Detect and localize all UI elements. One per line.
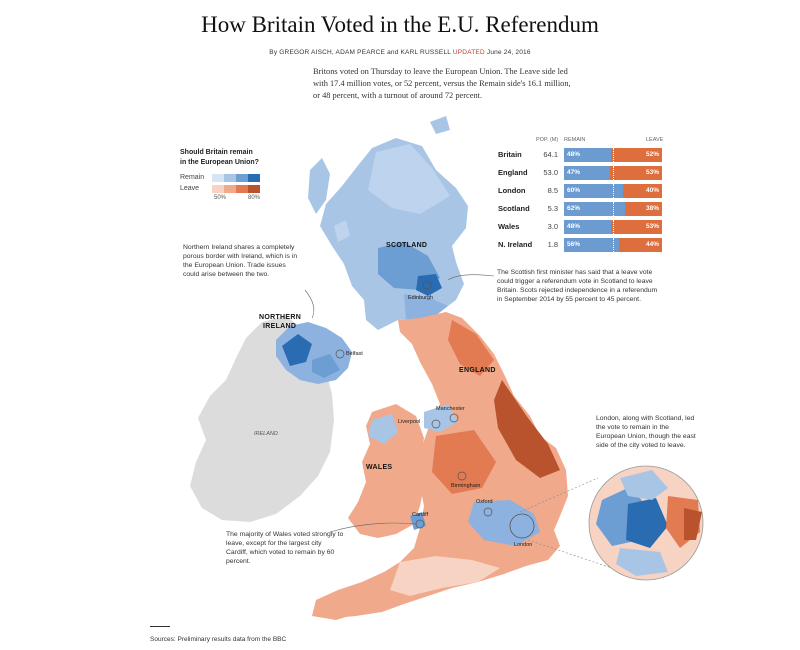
legend-remain-row <box>180 172 290 183</box>
remain-value: 56% <box>567 241 581 248</box>
remain-bar <box>564 238 619 252</box>
legend-remain-label: Remain <box>180 174 205 181</box>
result-row-bar <box>564 166 662 180</box>
label-scotland: SCOTLAND <box>386 242 428 249</box>
legend-leave-row <box>180 183 290 194</box>
byline-date: June 24, 2016 <box>486 49 531 56</box>
orkney-islands <box>430 116 450 134</box>
annotation-scotland: The Scottish first minister has said that a leave vote could trigger a referendum vote in Scotland to leave Britain. Scots rejected independence in a referendum in September 2014 by 55 percent to 45 percent. <box>497 269 658 303</box>
remain-bar <box>564 220 611 234</box>
label-northern-ireland-1: NORTHERN <box>259 314 302 321</box>
result-row-pop: 5.3 <box>547 204 558 213</box>
leave-bar <box>611 148 662 162</box>
header-leave: LEAVE <box>646 137 664 143</box>
result-row-bar <box>564 148 662 162</box>
result-row-bar <box>564 184 662 198</box>
legend-leave-swatch-3 <box>236 185 248 193</box>
result-row-name: Britain <box>498 150 522 159</box>
leave-value: 44% <box>645 241 659 248</box>
results-table <box>496 136 666 254</box>
legend-leave-swatch-2 <box>224 185 236 193</box>
label-ireland: IRELAND <box>254 431 278 437</box>
city-london: London <box>514 542 533 548</box>
result-row-pop: 3.0 <box>547 222 558 231</box>
label-northern-ireland-2: IRELAND <box>263 323 297 330</box>
legend-remain-swatch-3 <box>236 174 248 182</box>
annotation-northern-ireland: Northern Ireland shares a completely porous border with Ireland, which is in the European Union. Trade issues could arise between the two. <box>183 244 298 278</box>
intro-paragraph: Britons voted on Thursday to leave the European Union. The Leave side led with 17.4 million votes, or 52 percent, versus the Remain side's 16.1 million, or 48 percent, with a turnout of around 72 percent. <box>313 67 571 100</box>
result-row-name: London <box>498 186 526 195</box>
remain-value: 62% <box>567 205 581 212</box>
header-remain: REMAIN <box>564 137 586 143</box>
result-row-name: N. Ireland <box>498 240 533 249</box>
city-liverpool: Liverpool <box>398 419 421 425</box>
remain-value: 48% <box>567 223 581 230</box>
result-row <box>496 236 666 254</box>
leave-value: 53% <box>645 169 659 176</box>
city-cardiff: Cardiff <box>412 512 429 518</box>
leave-value: 40% <box>645 187 659 194</box>
sources-rule <box>150 626 170 627</box>
result-row-name: Scotland <box>498 204 530 213</box>
result-row-bar <box>564 202 662 216</box>
remain-bar <box>564 148 611 162</box>
label-england: ENGLAND <box>459 367 496 374</box>
leave-bar <box>619 238 662 252</box>
annotation-wales: The majority of Wales voted strongly to leave, except for the largest city Cardiff, which voted to remain by 60 percent. <box>226 531 344 565</box>
result-row-pop: 1.8 <box>547 240 558 249</box>
page-title: How Britain Voted in the E.U. Referendum <box>201 12 599 37</box>
legend-tick-80: 80% <box>248 195 261 201</box>
leave-bar <box>625 202 662 216</box>
legend-title-line2: in the European Union? <box>180 159 259 166</box>
city-birmingham: Birmingham <box>451 483 481 489</box>
remain-bar <box>564 202 625 216</box>
updated-label: UPDATED <box>452 49 485 56</box>
fifty-percent-line <box>613 220 614 234</box>
fifty-percent-line <box>613 166 614 180</box>
header-pop: POP. (M) <box>536 137 559 143</box>
fifty-percent-line <box>613 238 614 252</box>
remain-value: 48% <box>567 151 581 158</box>
fifty-percent-line <box>613 202 614 216</box>
result-row-pop: 8.5 <box>547 186 558 195</box>
result-row-bar <box>564 220 662 234</box>
result-row <box>496 146 666 164</box>
leave-bar <box>623 184 662 198</box>
legend-remain-swatch-2 <box>224 174 236 182</box>
legend-leave-swatch-1 <box>212 185 224 193</box>
result-row <box>496 182 666 200</box>
city-edinburgh: Edinburgh <box>408 295 434 301</box>
results-rows <box>496 146 666 254</box>
remain-bar <box>564 166 610 180</box>
leave-value: 52% <box>645 151 659 158</box>
legend-remain-swatch-1 <box>212 174 224 182</box>
remain-value: 47% <box>567 169 581 176</box>
city-manchester: Manchester <box>436 406 465 412</box>
legend-leave-label: Leave <box>180 185 200 192</box>
legend-remain-swatch-4 <box>248 174 260 182</box>
leave-bar <box>611 220 662 234</box>
result-row <box>496 218 666 236</box>
legend-tick-50: 50% <box>214 195 227 201</box>
result-row-name: England <box>498 168 528 177</box>
fifty-percent-line <box>613 148 614 162</box>
remain-value: 60% <box>567 187 581 194</box>
city-belfast: Belfast <box>346 351 363 357</box>
legend-leave-swatch-4 <box>248 185 260 193</box>
leave-value: 53% <box>645 223 659 230</box>
legend-ticks <box>212 194 290 204</box>
sources-note: Sources: Preliminary results data from the BBC <box>150 636 287 643</box>
byline-authors: By GREGOR AISCH, ADAM PEARCE and KARL RUSSELL <box>269 49 451 56</box>
result-row-bar <box>564 238 662 252</box>
fifty-percent-line <box>613 184 614 198</box>
legend-title-line1: Should Britain remain <box>180 149 253 156</box>
result-row <box>496 164 666 182</box>
label-wales: WALES <box>366 464 393 471</box>
annotation-london: London, along with Scotland, led the vote to remain in the European Union, though the east side of the city voted to leave. <box>596 415 696 449</box>
results-header <box>496 136 666 146</box>
leave-value: 38% <box>645 205 659 212</box>
result-row <box>496 200 666 218</box>
result-row-pop: 53.0 <box>543 168 558 177</box>
leave-bar <box>610 166 662 180</box>
map-legend <box>180 148 290 204</box>
result-row-name: Wales <box>498 222 520 231</box>
city-oxford: Oxford <box>476 499 493 505</box>
result-row-pop: 64.1 <box>543 150 558 159</box>
